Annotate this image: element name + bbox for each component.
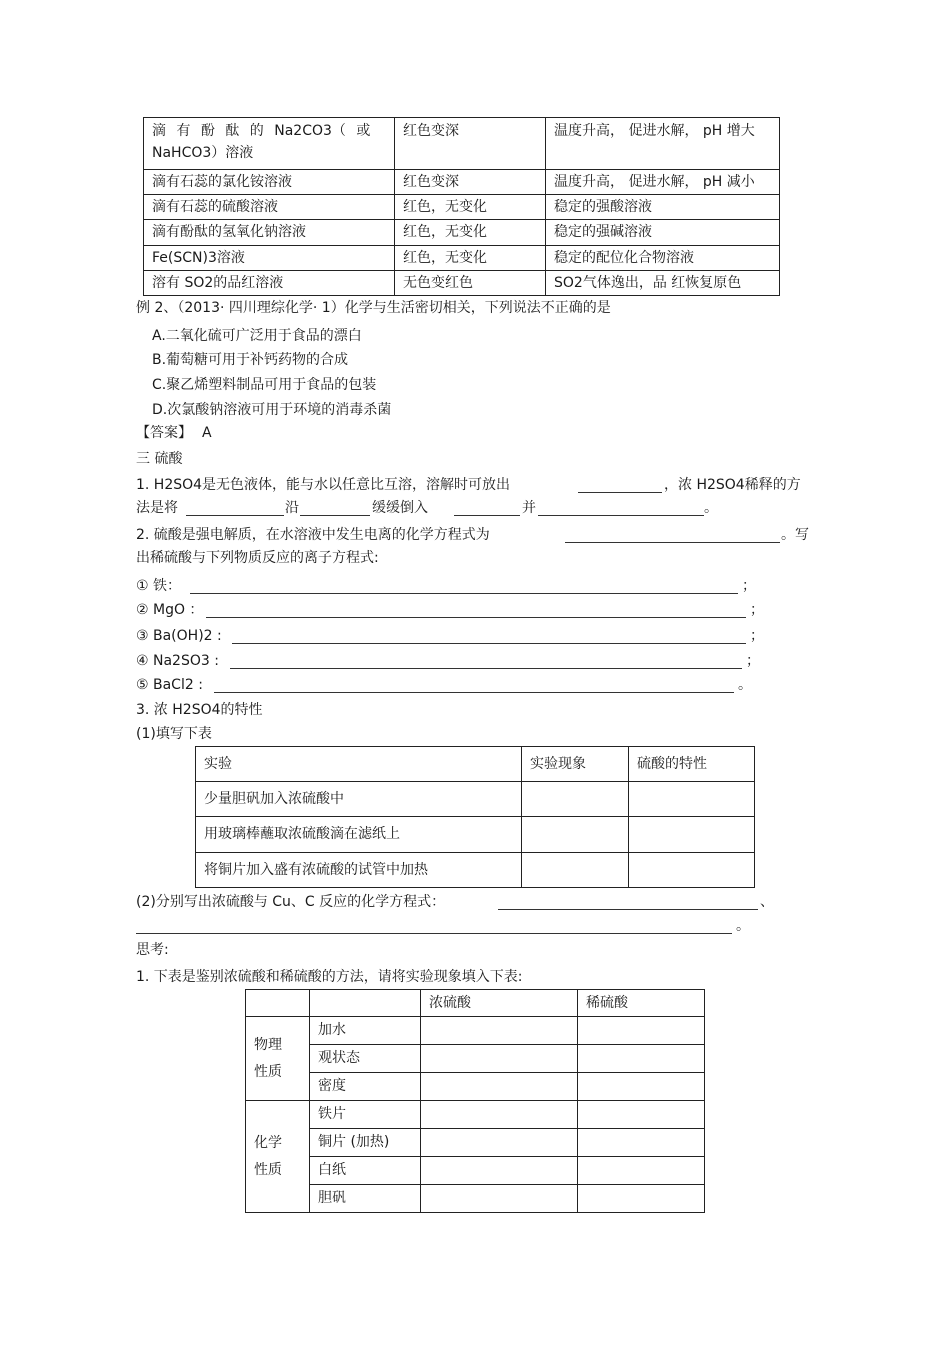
question-1-line2-b: 沿 — [285, 500, 299, 516]
table-header: 实验现象 — [522, 747, 629, 782]
answer-cell[interactable] — [629, 853, 755, 888]
question-2-line2: 出稀硫酸与下列物质反应的离子方程式: — [136, 550, 379, 566]
table-cell: 温度升高， 促进水解， pH 减小 — [546, 170, 780, 195]
answer-cell[interactable] — [421, 1073, 578, 1101]
answer-value: A — [202, 425, 212, 441]
table-cell: 红色，无变化 — [395, 220, 546, 246]
concentrated-acid-table — [195, 746, 755, 888]
table-cell: 滴有酚酞的氢氧化钠溶液 — [144, 220, 395, 246]
table-cell: 白纸 — [310, 1157, 421, 1185]
table-cell: 观状态 — [310, 1045, 421, 1073]
answer-cell[interactable] — [578, 1073, 705, 1101]
answer-cell[interactable] — [421, 1101, 578, 1129]
thinking-question-1: 1. 下表是鉴别浓硫酸和稀硫酸的方法，请将实验现象填入下表: — [136, 969, 523, 985]
option-a: A.二氧化硫可广泛用于食品的漂白 — [152, 328, 362, 344]
table-cell: 少量胆矾加入浓硫酸中 — [196, 782, 522, 817]
answer-label: 【答案】 — [136, 425, 192, 441]
answer-blank[interactable] — [538, 503, 704, 516]
group-name: 物理 — [254, 1036, 282, 1053]
answer-blank[interactable] — [578, 480, 662, 493]
answer-blank[interactable] — [186, 503, 284, 516]
question-1-line2-c: 缓缓倒入 — [372, 500, 428, 516]
reaction-label-baoh2: ③ Ba(OH)2 : — [136, 628, 222, 644]
answer-blank[interactable] — [232, 631, 746, 644]
sentence-end: 。 — [736, 918, 750, 934]
question-3-title: 3. 浓 H2SO4的特性 — [136, 702, 263, 718]
answer-cell[interactable] — [421, 1185, 578, 1213]
table-row — [144, 195, 780, 220]
table-row — [144, 271, 780, 296]
answer-cell[interactable] — [578, 1017, 705, 1045]
table-row — [246, 1045, 705, 1073]
question-1-text: 1. H2SO4是无色液体，能与水以任意比互溶，溶解时可放出 — [136, 477, 511, 493]
table-row — [196, 853, 755, 888]
table-cell: 滴 有 酚 酞 的 Na2CO3（ 或 NaHCO3）溶液 — [144, 118, 395, 170]
question-1-line2-d: 并 — [522, 500, 536, 516]
answer-cell[interactable] — [629, 782, 755, 817]
section-title: 三 硫酸 — [136, 451, 183, 467]
answer-cell[interactable] — [578, 1045, 705, 1073]
reaction-end: ； — [746, 653, 760, 669]
answer-cell[interactable] — [578, 1157, 705, 1185]
reaction-end: ； — [750, 602, 764, 618]
table-cell: 用玻璃棒蘸取浓硫酸滴在滤纸上 — [196, 817, 522, 853]
answer-cell[interactable] — [629, 817, 755, 853]
group-name: 化学 — [254, 1134, 282, 1151]
question-1-line2-a: 法是将 — [136, 500, 178, 516]
table-row — [246, 1073, 705, 1101]
answer-cell[interactable] — [578, 1129, 705, 1157]
table-cell: SO2气体逸出，品 红恢复原色 — [546, 271, 780, 296]
table-cell: 稳定的强碱溶液 — [546, 220, 780, 246]
table-row — [196, 817, 755, 853]
question-1-text-cont: ，浓 H2SO4稀释的方 — [664, 477, 801, 493]
table-cell: 滴有石蕊的氯化铵溶液 — [144, 170, 395, 195]
answer-blank[interactable] — [300, 503, 370, 516]
reaction-label-na2so3: ④ Na2SO3 : — [136, 653, 219, 669]
table-header: 稀硫酸 — [578, 990, 705, 1017]
question-1-line2-end: 。 — [704, 500, 718, 516]
answer-cell[interactable] — [522, 782, 629, 817]
separator: 、 — [760, 894, 774, 910]
answer-blank[interactable] — [190, 581, 738, 594]
table-cell: 无色变红色 — [395, 271, 546, 296]
answer-blank[interactable] — [206, 605, 746, 618]
table-row — [144, 170, 780, 195]
table-header-row — [196, 747, 755, 782]
table-header: 实验 — [196, 747, 522, 782]
answer-cell[interactable] — [522, 817, 629, 853]
table-row — [196, 782, 755, 817]
table-row — [246, 1157, 705, 1185]
table-row — [246, 1129, 705, 1157]
table-row — [246, 1185, 705, 1213]
thinking-title: 思考: — [136, 942, 169, 958]
answer-blank[interactable] — [230, 656, 742, 669]
group-name: 性质 — [254, 1161, 282, 1178]
table-row — [144, 220, 780, 246]
option-b: B.葡萄糖可用于补钙药物的合成 — [152, 352, 349, 368]
reaction-label-bacl2: ⑤ BaCl2 : — [136, 677, 203, 693]
table-cell: 红色，无变化 — [395, 246, 546, 271]
answer-cell[interactable] — [421, 1017, 578, 1045]
table-cell: 铁片 — [310, 1101, 421, 1129]
answer-cell[interactable] — [421, 1157, 578, 1185]
group-cell — [246, 1017, 310, 1101]
table-cell: 红色变深 — [395, 170, 546, 195]
table-cell: 加水 — [310, 1017, 421, 1045]
table-row — [246, 1101, 705, 1129]
answer-blank[interactable] — [454, 503, 520, 516]
example-question: 例 2、（2013· 四川理综化学· 1）化学与生活密切相关，下列说法不正确的是 — [136, 300, 611, 316]
question-3-sub2: (2)分别写出浓硫酸与 Cu、C 反应的化学方程式： — [136, 894, 446, 910]
answer-cell[interactable] — [522, 853, 629, 888]
hydrolysis-table — [143, 117, 780, 296]
reaction-label-mgo: ② MgO ： — [136, 602, 204, 618]
table-cell: 红色变深 — [395, 118, 546, 170]
reaction-end: 。 — [738, 677, 752, 693]
answer-blank[interactable] — [214, 680, 734, 693]
table-cell: 密度 — [310, 1073, 421, 1101]
table-header-row — [246, 990, 705, 1017]
group-name: 性质 — [254, 1063, 282, 1080]
question-2-text-cont: 。写 — [781, 527, 809, 543]
table-row — [144, 118, 780, 170]
table-row — [246, 1017, 705, 1045]
identification-table — [245, 989, 705, 1213]
table-header: 浓硫酸 — [421, 990, 578, 1017]
group-cell — [246, 1101, 310, 1213]
table-header: 硫酸的特性 — [629, 747, 755, 782]
table-cell: 稳定的配位化合物溶液 — [546, 246, 780, 271]
reaction-label-iron: ① 铁： — [136, 578, 182, 594]
table-cell: 胆矾 — [310, 1185, 421, 1213]
answer-cell[interactable] — [578, 1185, 705, 1213]
table-cell: 溶有 SO2的品红溶液 — [144, 271, 395, 296]
answer-cell[interactable] — [578, 1101, 705, 1129]
option-d: D.次氯酸钠溶液可用于环境的消毒杀菌 — [152, 402, 392, 418]
table-cell: 将铜片加入盛有浓硫酸的试管中加热 — [196, 853, 522, 888]
answer-blank[interactable] — [136, 921, 732, 934]
table-cell: Fe(SCN)3溶液 — [144, 246, 395, 271]
question-3-sub1: (1)填写下表 — [136, 726, 212, 742]
reaction-end: ； — [742, 578, 756, 594]
table-cell: 红色，无变化 — [395, 195, 546, 220]
answer-blank[interactable] — [498, 897, 758, 910]
table-cell: 温度升高， 促进水解， pH 增大 — [546, 118, 780, 170]
question-2-text: 2. 硫酸是强电解质，在水溶液中发生电离的化学方程式为 — [136, 527, 490, 543]
reaction-end: ； — [750, 628, 764, 644]
table-cell: 铜片 (加热) — [310, 1129, 421, 1157]
table-cell: 稳定的强酸溶液 — [546, 195, 780, 220]
option-c: C.聚乙烯塑料制品可用于食品的包装 — [152, 377, 377, 393]
table-row — [144, 246, 780, 271]
answer-blank[interactable] — [565, 530, 780, 543]
table-cell: 滴有石蕊的硫酸溶液 — [144, 195, 395, 220]
answer-cell[interactable] — [421, 1129, 578, 1157]
answer-cell[interactable] — [421, 1045, 578, 1073]
